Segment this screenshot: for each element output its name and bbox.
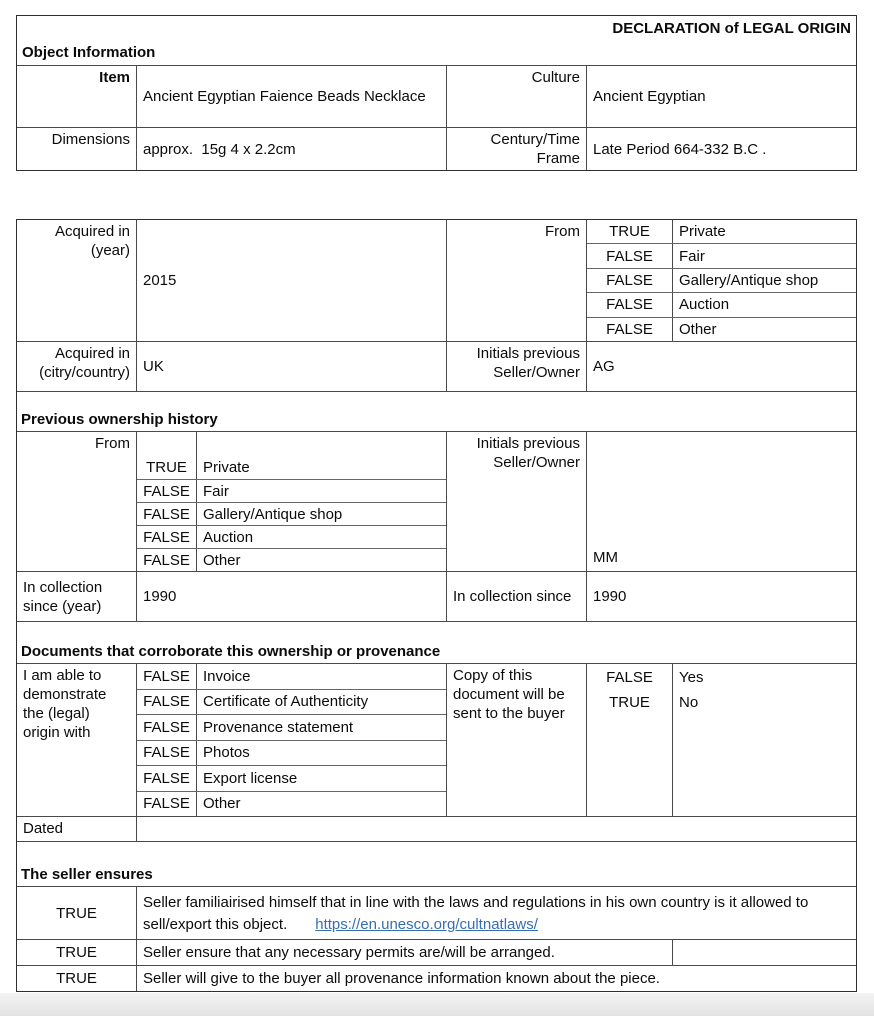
- item-label: Item: [17, 66, 137, 127]
- seller-statement-text: Seller ensure that any necessary permits are/will be arranged.: [137, 940, 673, 965]
- documents-row: [17, 664, 856, 817]
- section-heading-object-information: Object Information: [22, 44, 156, 61]
- seller-flag: TRUE: [17, 887, 137, 939]
- seller-ensures-row: [17, 966, 856, 991]
- from-option-row: [587, 293, 856, 317]
- item-value: Ancient Egyptian Faience Beads Necklace: [137, 66, 447, 127]
- seller-ensures-row: [17, 940, 856, 966]
- culture-value: Ancient Egyptian: [593, 88, 706, 105]
- doc-option-row: [137, 741, 446, 767]
- seller-statement-text: Seller will give to the buyer all provenance information known about the piece.: [143, 970, 660, 987]
- doc-option-flag: FALSE: [137, 766, 197, 791]
- from-option-row: [137, 526, 446, 549]
- acquired-place-value: UK: [137, 342, 447, 391]
- doc-option-label: Export license: [203, 769, 298, 787]
- dated-row: [17, 817, 856, 842]
- from-option-label: Gallery/Antique shop: [679, 272, 819, 290]
- previous-from-label: From: [17, 432, 137, 571]
- from-option-flag: FALSE: [137, 503, 197, 525]
- from-option-row: [137, 503, 446, 526]
- in-collection-year-label: In collection since (year): [17, 572, 137, 621]
- documents-heading-row: [17, 622, 856, 664]
- initials-previous-label: Initials previous Seller/Owner: [447, 342, 587, 391]
- page-bottom-edge: [0, 993, 874, 1016]
- dimensions-value: approx. 15g 4 x 2.2cm: [137, 128, 447, 170]
- in-collection-row: [17, 572, 856, 622]
- century-value: Late Period 664-332 B.C .: [593, 140, 767, 158]
- doc-option-label: Photos: [203, 744, 250, 762]
- dimensions-row: [17, 128, 856, 170]
- section-heading-previous-ownership: Previous ownership history: [21, 411, 218, 428]
- acquired-year-label: Acquired in (year): [17, 220, 137, 341]
- dimensions-label: Dimensions: [17, 128, 137, 170]
- item-row: [17, 66, 856, 128]
- seller-flag: TRUE: [17, 940, 137, 965]
- copy-option-label: No: [679, 694, 699, 711]
- doc-option-flag: FALSE: [137, 715, 197, 740]
- doc-option-row: [137, 664, 446, 690]
- from-option-row: [137, 549, 446, 571]
- previous-initials-value: MM: [593, 549, 618, 566]
- demonstrate-label: I am able to demonstrate the (legal) origin with: [17, 664, 137, 816]
- from-option-row: [587, 244, 856, 268]
- doc-option-row: [137, 715, 446, 741]
- previous-from-options: [137, 432, 447, 571]
- from-option-flag: FALSE: [137, 549, 197, 571]
- from-option-label: Private: [203, 459, 250, 476]
- previous-initials-label: Initials previous Seller/Owner: [447, 432, 587, 571]
- seller-statement-text: Seller familiairised himself that in line with the laws and regulations in his own country is it allowed to sell/export this object.: [143, 894, 809, 933]
- acquired-year-row: [17, 220, 856, 342]
- in-collection-value: 1990: [593, 588, 627, 605]
- from-option-flag: TRUE: [137, 432, 197, 479]
- from-option-label: Other: [203, 551, 241, 569]
- from-option-row: [587, 318, 856, 341]
- from-option-label: Auction: [203, 528, 254, 546]
- from-option-label: Auction: [679, 296, 730, 314]
- dated-value: [137, 817, 856, 841]
- copy-option-flag: FALSE: [606, 669, 653, 686]
- doc-option-flag: FALSE: [137, 741, 197, 766]
- acquired-from-label: From: [447, 220, 587, 341]
- in-collection-year-value: 1990: [137, 572, 447, 621]
- acquired-year-value: 2015: [137, 220, 447, 341]
- doc-option-label: Invoice: [203, 667, 251, 685]
- document-title: DECLARATION of LEGAL ORIGIN: [612, 20, 851, 37]
- from-option-row: [137, 432, 446, 480]
- copy-option-flag: TRUE: [609, 694, 650, 711]
- seller-flag: TRUE: [17, 966, 137, 991]
- header-row: [17, 16, 856, 66]
- culture-label: Culture: [447, 66, 587, 127]
- copy-option-label: Yes: [679, 669, 704, 686]
- copy-to-buyer-label: Copy of this document will be sent to the buyer: [447, 664, 587, 816]
- document-options: [137, 664, 447, 816]
- doc-option-row: [137, 766, 446, 792]
- doc-option-label: Provenance statement: [203, 718, 354, 736]
- from-option-label: Gallery/Antique shop: [203, 505, 343, 523]
- acquired-place-label: Acquired in (citry/country): [17, 342, 137, 391]
- declaration-sheet: [16, 15, 857, 992]
- provenance-section: [16, 219, 857, 992]
- from-option-row: [587, 269, 856, 293]
- dated-label: Dated: [17, 817, 137, 841]
- doc-option-flag: FALSE: [137, 664, 197, 689]
- section-heading-seller-ensures: The seller ensures: [21, 866, 153, 883]
- doc-option-row: [137, 690, 446, 716]
- from-option-flag: FALSE: [587, 269, 673, 292]
- acquired-from-options: [587, 220, 856, 341]
- doc-option-label: Certificate of Authenticity: [203, 693, 369, 711]
- from-option-row: [137, 480, 446, 503]
- century-label: Century/Time Frame: [447, 128, 587, 170]
- doc-option-row: [137, 792, 446, 817]
- seller-statement: [137, 887, 856, 939]
- unesco-link[interactable]: https://en.unesco.org/cultnatlaws/: [315, 916, 538, 933]
- from-option-row: [587, 220, 856, 244]
- initials-previous-value: AG: [593, 358, 615, 375]
- object-information-section: [16, 15, 857, 171]
- empty-cell: [673, 940, 856, 965]
- doc-option-flag: FALSE: [137, 690, 197, 715]
- from-option-label: Fair: [679, 247, 705, 265]
- seller-ensures-row: [17, 887, 856, 940]
- copy-option-labels: [673, 664, 856, 816]
- from-option-label: Private: [679, 223, 726, 241]
- from-option-flag: FALSE: [587, 293, 673, 316]
- from-option-flag: FALSE: [587, 244, 673, 267]
- from-option-label: Other: [679, 320, 717, 338]
- previous-from-row: [17, 432, 856, 572]
- from-option-flag: FALSE: [137, 480, 197, 502]
- acquired-place-row: [17, 342, 856, 392]
- section-heading-documents: Documents that corroborate this ownership or provenance: [21, 643, 441, 660]
- previous-ownership-heading-row: [17, 392, 856, 432]
- doc-option-flag: FALSE: [137, 792, 197, 817]
- copy-option-flags: [587, 664, 673, 816]
- from-option-flag: FALSE: [137, 526, 197, 548]
- from-option-flag: TRUE: [587, 220, 673, 243]
- from-option-label: Fair: [203, 482, 229, 500]
- from-option-flag: FALSE: [587, 318, 673, 341]
- in-collection-label: In collection since: [447, 572, 587, 621]
- seller-ensures-heading-row: [17, 842, 856, 887]
- doc-option-label: Other: [203, 795, 241, 813]
